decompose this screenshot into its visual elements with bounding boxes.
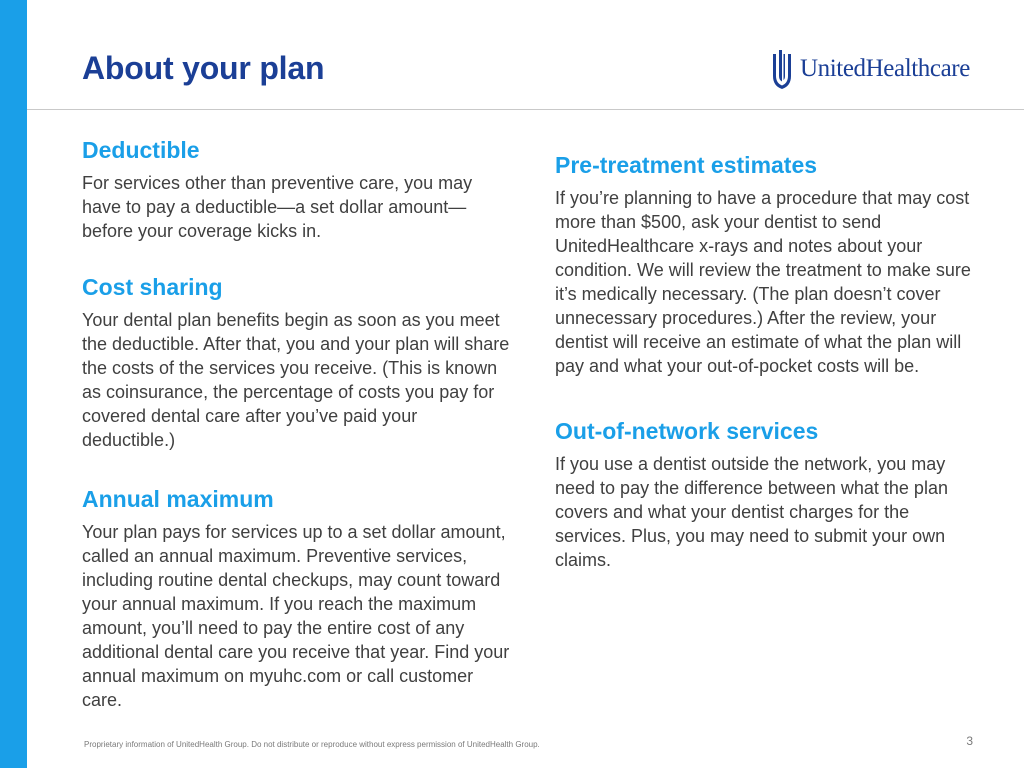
uhc-logo-icon	[770, 48, 794, 90]
section-heading: Deductible	[82, 137, 200, 163]
section-pre-treatment-estimates	[555, 151, 980, 378]
uhc-logo	[770, 46, 970, 92]
left-column	[82, 136, 512, 712]
page-number: 3	[966, 734, 973, 748]
logo-wordmark: UnitedHealthcare	[800, 55, 970, 82]
section-heading: Annual maximum	[82, 486, 274, 512]
section-cost-sharing	[82, 273, 512, 452]
section-body: For services other than preventive care, you may have to pay a deductible—a set dollar amount—before your coverage kicks in.	[82, 173, 473, 241]
section-body: If you’re planning to have a procedure that may cost more than $500, ask your dentist to send UnitedHealthcare x-rays and notes about your condition. We will review the treatment to make sure it’s medically necessary. (The plan doesn’t cover unnecessary procedures.) After the review, your dentist will receive an estimate of what the plan will pay and what your out-of-pocket costs will be.	[555, 188, 971, 376]
right-column	[555, 151, 980, 572]
section-out-of-network-services	[555, 417, 980, 572]
accent-sidebar-bar	[0, 0, 27, 768]
page-title: About your plan	[82, 50, 325, 86]
section-heading: Out-of-network services	[555, 418, 819, 444]
footer-disclaimer: Proprietary information of UnitedHealth Group. Do not distribute or reproduce without express permission of UnitedHealth Group.	[84, 740, 540, 749]
section-deductible	[82, 136, 512, 243]
section-heading: Pre-treatment estimates	[555, 152, 818, 178]
section-annual-maximum	[82, 485, 512, 712]
section-heading: Cost sharing	[82, 274, 223, 300]
section-body: If you use a dentist outside the network, you may need to pay the difference between what the plan covers and what your dentist charges for the services. Plus, you may need to submit your own claims.	[555, 454, 948, 570]
section-body: Your plan pays for services up to a set dollar amount, called an annual maximum. Preventive services, including routine dental checkups, may count toward your annual maximum. If you reach the maximum amount, you’ll need to pay the entire cost of any additional dental care you receive that year. Find your annual maximum on myuhc.com or call customer care.	[82, 522, 510, 710]
header-divider	[27, 109, 1024, 110]
section-body: Your dental plan benefits begin as soon as you meet the deductible. After that, you and your plan will share the costs of the services you receive. (This is known as coinsurance, the percentage of costs you pay for covered dental care after you’ve paid your deductible.)	[82, 310, 510, 450]
